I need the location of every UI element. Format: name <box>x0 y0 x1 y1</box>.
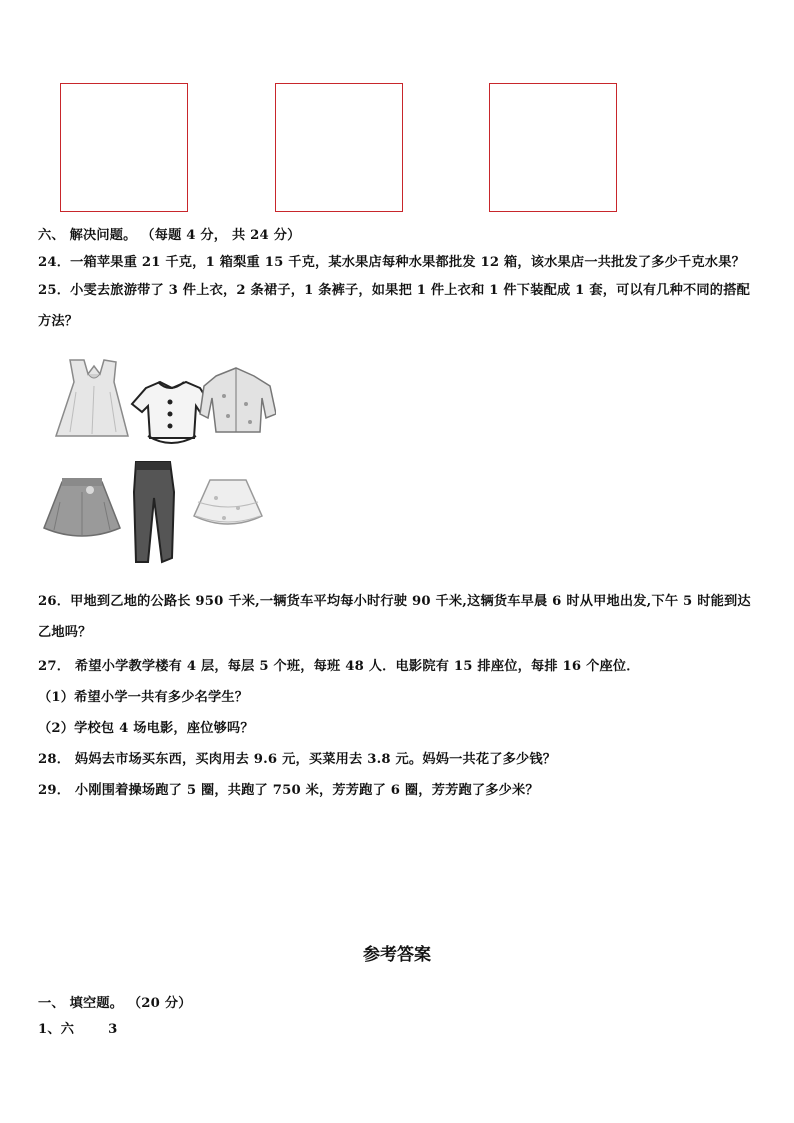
answer-item-1-label: 1、六 <box>38 1022 75 1037</box>
question-24: 24．一箱苹果重 21 千克，1 箱梨重 15 千克，某水果店每种水果都批发 12 箱，该水果店一共批发了多少千克水果？ <box>38 255 745 270</box>
frilly-skirt-icon <box>194 480 262 524</box>
question-28: 28． 妈妈去市场买东西，买肉用去 9.6 元，买菜用去 3.8 元。妈妈一共花了多少钱？ <box>38 752 557 767</box>
question-25: 25．小雯去旅游带了 3 件上衣，2 条裙子，1 条裤子，如果把 1 件上衣和 1 件下装配成 1 套，可以有几种不同的搭配方法？ <box>38 283 750 329</box>
answer-box-2 <box>275 83 403 212</box>
section-heading: 六、 解决问题。 （每题 4 分， 共 24 分） <box>38 228 301 243</box>
answer-box-3 <box>489 83 617 212</box>
answer-item-1 <box>38 1018 118 1037</box>
blouse-icon <box>200 368 276 432</box>
dress-icon <box>56 360 128 436</box>
answer-item-1-value: 3 <box>108 1022 118 1037</box>
trousers-icon <box>134 462 174 562</box>
answer-section-heading: 一、 填空题。 （20 分） <box>38 996 192 1011</box>
answer-key-title: 参考答案 <box>363 945 431 965</box>
skirt-icon <box>44 478 120 536</box>
question-27-part-1: （1）希望小学一共有多少名学生？ <box>38 690 249 705</box>
question-27: 27． 希望小学教学楼有 4 层，每层 5 个班，每班 48 人．电影院有 15 排座位，每排 16 个座位． <box>38 659 640 674</box>
question-26: 26．甲地到乙地的公路长 950 千米,一辆货车平均每小时行驶 90 千米,这辆货车早晨 6 时从甲地出发,下午 5 时能到达乙地吗？ <box>38 594 751 640</box>
answer-box-1 <box>60 83 188 212</box>
question-27-part-2: （2）学校包 4 场电影，座位够吗？ <box>38 721 254 736</box>
question-29: 29． 小刚围着操场跑了 5 圈，共跑了 750 米，芳芳跑了 6 圈，芳芳跑了多少米？ <box>38 783 539 798</box>
jacket-icon <box>132 382 210 443</box>
clothing-illustration <box>40 352 276 570</box>
